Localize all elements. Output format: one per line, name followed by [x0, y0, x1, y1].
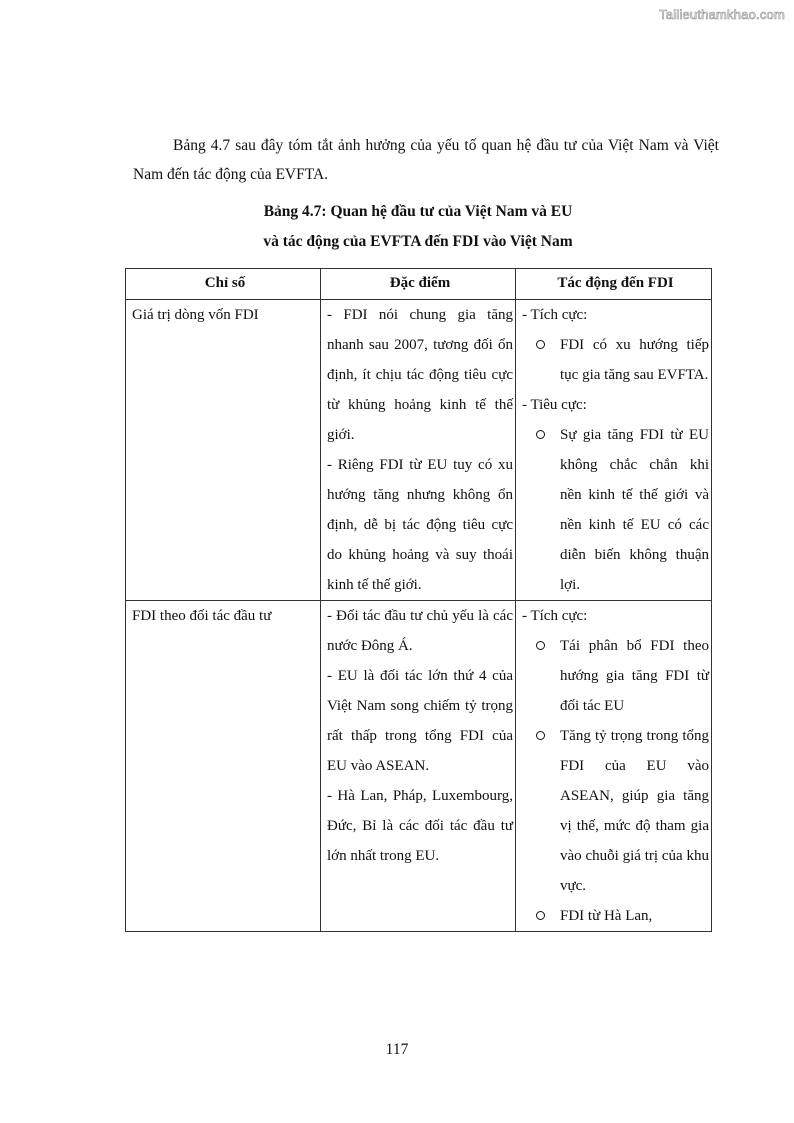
page-number: 117 — [385, 1041, 409, 1058]
impact-cell — [516, 300, 712, 601]
list-item: Sự gia tăng FDI từ EU không chắc chắn khi nền kinh tế thế giới và nền kinh tế EU có các diễn biến không thuận lợi. — [522, 420, 709, 600]
list-item: Tái phân bổ FDI theo hướng gia tăng FDI từ đối tác EU — [522, 631, 709, 721]
positive-list — [522, 631, 709, 931]
negative-list — [522, 420, 709, 600]
header-details: Đặc điểm — [321, 269, 516, 300]
positive-list — [522, 330, 709, 390]
table-row — [126, 300, 712, 601]
positive-label: - Tích cực: — [522, 307, 588, 323]
detail-item: - Hà Lan, Pháp, Luxembourg, Đức, Bỉ là các đối tác đầu tư lớn nhất trong EU. — [327, 788, 513, 864]
header-indicator: Chỉ số — [126, 269, 321, 300]
details-cell — [321, 300, 516, 601]
detail-item: - EU là đối tác lớn thứ 4 của Việt Nam song chiếm tỷ trọng rất thấp trong tổng FDI của EU vào ASEAN. — [327, 668, 513, 774]
header-fdi-impact: Tác động đến FDI — [516, 269, 712, 300]
list-item: Tăng tỷ trọng trong tổng FDI của EU vào ASEAN, giúp gia tăng vị thế, mức độ tham gia vào chuỗi giá trị của khu vực. — [522, 721, 709, 901]
list-item: FDI từ Hà Lan, — [522, 901, 709, 931]
indicator-cell: FDI theo đối tác đầu tư — [126, 601, 321, 932]
detail-item: - FDI nói chung gia tăng nhanh sau 2007, tương đối ổn định, ít chịu tác động tiêu cực từ khủng hoảng kinh tế thế giới. — [327, 307, 513, 443]
details-cell — [321, 601, 516, 932]
positive-label: - Tích cực: — [522, 608, 588, 624]
negative-label: - Tiêu cực: — [522, 397, 587, 413]
intro-paragraph: Bảng 4.7 sau đây tóm tắt ảnh hưởng của yếu tố quan hệ đầu tư của Việt Nam và Việt Nam đến tác động của EVFTA. — [133, 137, 719, 183]
detail-item: - Đối tác đầu tư chủ yếu là các nước Đông Á. — [327, 608, 513, 654]
table-row — [126, 601, 712, 932]
watermark: Tailieuthamkhao.com — [659, 7, 785, 22]
investment-table — [125, 268, 712, 932]
indicator-cell: Giá trị dòng vốn FDI — [126, 300, 321, 601]
list-item: FDI có xu hướng tiếp tục gia tăng sau EVFTA. — [522, 330, 709, 390]
table-header-row — [126, 269, 712, 300]
table-caption-line2: và tác động của EVFTA đến FDI vào Việt Nam — [263, 233, 573, 250]
impact-cell — [516, 601, 712, 932]
table-caption-line1: Bảng 4.7: Quan hệ đầu tư của Việt Nam và EU — [263, 203, 573, 220]
detail-item: - Riêng FDI từ EU tuy có xu hướng tăng nhưng không ổn định, dễ bị tác động tiêu cực do khủng hoảng và suy thoái kinh tế thế giới. — [327, 457, 513, 593]
